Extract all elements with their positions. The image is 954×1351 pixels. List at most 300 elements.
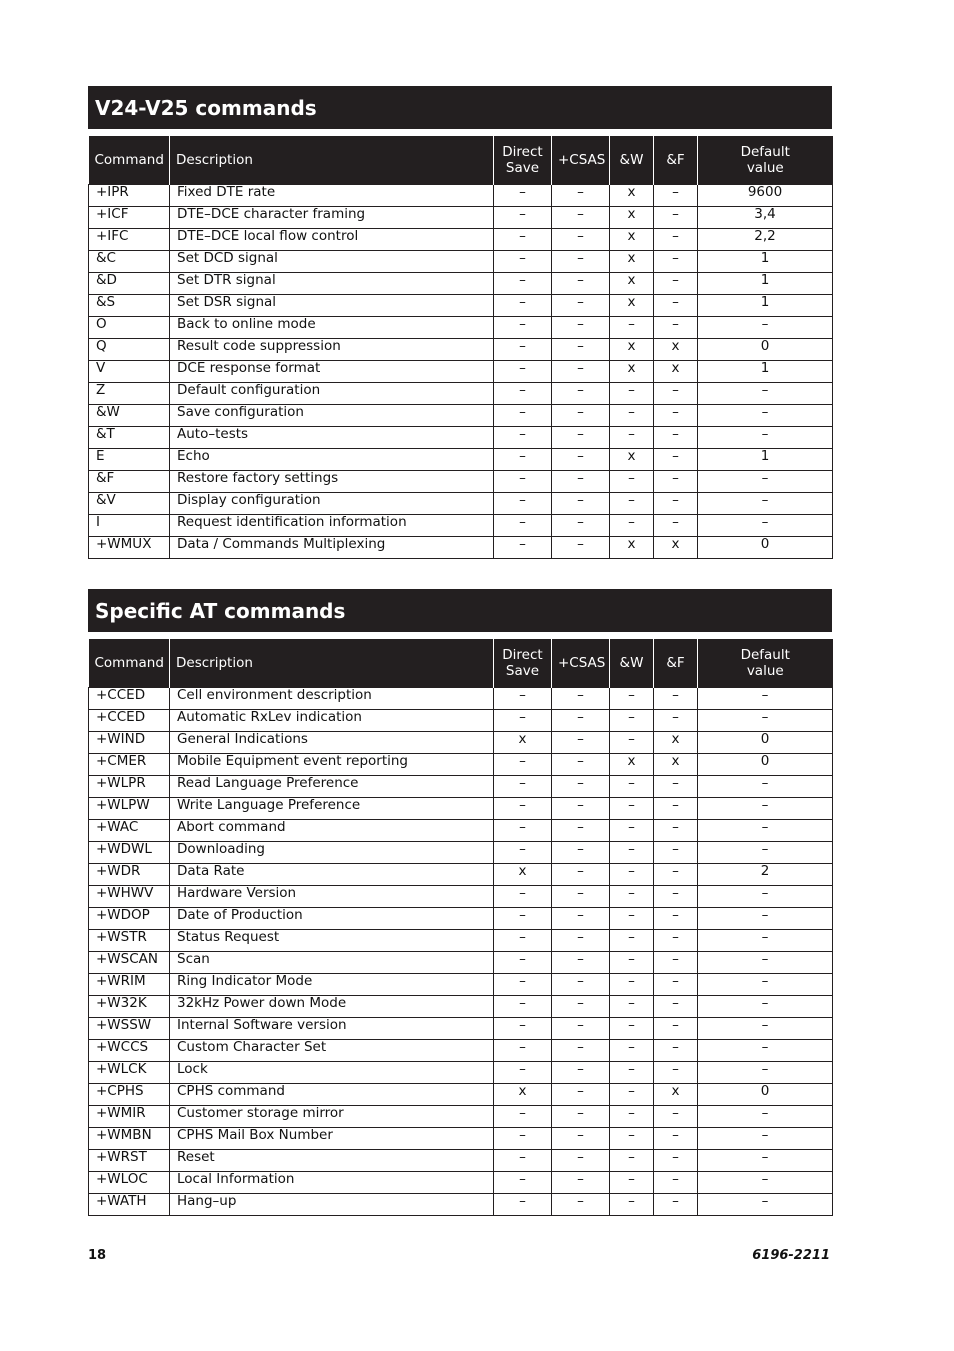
command-cell: V bbox=[89, 361, 170, 383]
command-cell: Q bbox=[89, 339, 170, 361]
and-w-cell: – bbox=[610, 1106, 654, 1128]
default-value-cell: – bbox=[698, 930, 833, 952]
table-row bbox=[89, 952, 833, 974]
command-cell: +WSSW bbox=[89, 1018, 170, 1040]
and-f-cell: – bbox=[654, 1172, 698, 1194]
and-w-cell: – bbox=[610, 493, 654, 515]
command-cell: &W bbox=[89, 405, 170, 427]
command-cell: +WMUX bbox=[89, 537, 170, 559]
direct-save-cell: – bbox=[494, 251, 552, 273]
table-row bbox=[89, 974, 833, 996]
description-cell: Scan bbox=[170, 952, 494, 974]
csas-cell: – bbox=[552, 537, 610, 559]
and-f-cell: – bbox=[654, 317, 698, 339]
table-row bbox=[89, 930, 833, 952]
description-cell: Customer storage mirror bbox=[170, 1106, 494, 1128]
and-f-cell: – bbox=[654, 996, 698, 1018]
command-cell: &T bbox=[89, 427, 170, 449]
description-cell: Automatic RxLev indication bbox=[170, 710, 494, 732]
column-header-command: Command bbox=[89, 136, 170, 185]
command-cell: +WLPW bbox=[89, 798, 170, 820]
csas-cell: – bbox=[552, 339, 610, 361]
command-cell: +WRST bbox=[89, 1150, 170, 1172]
and-f-cell: x bbox=[654, 537, 698, 559]
and-w-cell: – bbox=[610, 688, 654, 710]
direct-save-cell: – bbox=[494, 996, 552, 1018]
default-value-cell: – bbox=[698, 1172, 833, 1194]
default-value-cell: – bbox=[698, 710, 833, 732]
table-row bbox=[89, 295, 833, 317]
default-value-cell: – bbox=[698, 493, 833, 515]
table-row bbox=[89, 1040, 833, 1062]
table-row bbox=[89, 1106, 833, 1128]
command-cell: +CCED bbox=[89, 710, 170, 732]
and-f-cell: – bbox=[654, 493, 698, 515]
direct-save-cell: – bbox=[494, 493, 552, 515]
column-header-direct-save: Direct Save bbox=[494, 136, 552, 185]
csas-cell: – bbox=[552, 273, 610, 295]
and-w-cell: – bbox=[610, 996, 654, 1018]
command-cell: +WLOC bbox=[89, 1172, 170, 1194]
csas-cell: – bbox=[552, 1172, 610, 1194]
and-w-cell: x bbox=[610, 754, 654, 776]
command-cell: I bbox=[89, 515, 170, 537]
and-f-cell: x bbox=[654, 339, 698, 361]
default-value-cell: – bbox=[698, 427, 833, 449]
csas-cell: – bbox=[552, 974, 610, 996]
csas-cell: – bbox=[552, 732, 610, 754]
and-w-cell: x bbox=[610, 361, 654, 383]
csas-cell: – bbox=[552, 1018, 610, 1040]
and-f-cell: – bbox=[654, 842, 698, 864]
command-cell: +WLPR bbox=[89, 776, 170, 798]
csas-cell: – bbox=[552, 1106, 610, 1128]
description-cell: Hang–up bbox=[170, 1194, 494, 1216]
default-value-cell: 3,4 bbox=[698, 207, 833, 229]
and-w-cell: – bbox=[610, 471, 654, 493]
direct-save-cell: – bbox=[494, 952, 552, 974]
and-f-cell: – bbox=[654, 688, 698, 710]
and-f-cell: x bbox=[654, 1084, 698, 1106]
default-value-cell: – bbox=[698, 996, 833, 1018]
command-cell: +W32K bbox=[89, 996, 170, 1018]
direct-save-cell: – bbox=[494, 317, 552, 339]
direct-save-cell: – bbox=[494, 710, 552, 732]
and-w-cell: – bbox=[610, 798, 654, 820]
csas-cell: – bbox=[552, 405, 610, 427]
command-cell: +WHWV bbox=[89, 886, 170, 908]
command-cell: +CCED bbox=[89, 688, 170, 710]
and-w-cell: – bbox=[610, 1128, 654, 1150]
and-w-cell: x bbox=[610, 273, 654, 295]
and-f-cell: – bbox=[654, 798, 698, 820]
and-w-cell: – bbox=[610, 908, 654, 930]
default-value-cell: 0 bbox=[698, 339, 833, 361]
column-header-default-value: Default value bbox=[698, 639, 833, 688]
default-value-cell: – bbox=[698, 886, 833, 908]
and-w-cell: – bbox=[610, 930, 654, 952]
and-f-cell: – bbox=[654, 185, 698, 207]
direct-save-cell: – bbox=[494, 405, 552, 427]
command-cell: +IFC bbox=[89, 229, 170, 251]
default-value-cell: 9600 bbox=[698, 185, 833, 207]
description-cell: Internal Software version bbox=[170, 1018, 494, 1040]
direct-save-cell: – bbox=[494, 886, 552, 908]
description-cell: Set DCD signal bbox=[170, 251, 494, 273]
and-w-cell: x bbox=[610, 207, 654, 229]
table-row bbox=[89, 776, 833, 798]
command-cell: +WCCS bbox=[89, 1040, 170, 1062]
direct-save-cell: – bbox=[494, 798, 552, 820]
and-w-cell: x bbox=[610, 295, 654, 317]
and-w-cell: x bbox=[610, 229, 654, 251]
csas-cell: – bbox=[552, 1194, 610, 1216]
and-w-cell: – bbox=[610, 1062, 654, 1084]
description-cell: Custom Character Set bbox=[170, 1040, 494, 1062]
csas-cell: – bbox=[552, 449, 610, 471]
description-cell: Read Language Preference bbox=[170, 776, 494, 798]
column-header-and-f: &F bbox=[654, 136, 698, 185]
and-f-cell: x bbox=[654, 361, 698, 383]
default-value-cell: 1 bbox=[698, 449, 833, 471]
and-w-cell: x bbox=[610, 537, 654, 559]
default-value-cell: 0 bbox=[698, 732, 833, 754]
command-cell: +WAC bbox=[89, 820, 170, 842]
and-w-cell: x bbox=[610, 449, 654, 471]
description-cell: Ring Indicator Mode bbox=[170, 974, 494, 996]
description-cell: Local Information bbox=[170, 1172, 494, 1194]
table-row bbox=[89, 886, 833, 908]
command-cell: +WLCK bbox=[89, 1062, 170, 1084]
table-row bbox=[89, 688, 833, 710]
command-cell: +WDOP bbox=[89, 908, 170, 930]
default-value-cell: – bbox=[698, 1106, 833, 1128]
description-cell: Default configuration bbox=[170, 383, 494, 405]
description-cell: DTE–DCE local flow control bbox=[170, 229, 494, 251]
default-value-cell: – bbox=[698, 471, 833, 493]
column-header-description: Description bbox=[170, 639, 494, 688]
csas-cell: – bbox=[552, 1128, 610, 1150]
description-cell: General Indications bbox=[170, 732, 494, 754]
default-value-cell: 0 bbox=[698, 1084, 833, 1106]
csas-cell: – bbox=[552, 1062, 610, 1084]
direct-save-cell: – bbox=[494, 974, 552, 996]
direct-save-cell: – bbox=[494, 515, 552, 537]
table-row bbox=[89, 449, 833, 471]
description-cell: Back to online mode bbox=[170, 317, 494, 339]
default-value-cell: 1 bbox=[698, 273, 833, 295]
table-row bbox=[89, 471, 833, 493]
and-f-cell: – bbox=[654, 974, 698, 996]
and-f-cell: – bbox=[654, 908, 698, 930]
description-cell: Echo bbox=[170, 449, 494, 471]
column-header-direct-save: Direct Save bbox=[494, 639, 552, 688]
and-f-cell: – bbox=[654, 776, 698, 798]
and-w-cell: – bbox=[610, 710, 654, 732]
and-f-cell: x bbox=[654, 754, 698, 776]
default-value-cell: – bbox=[698, 820, 833, 842]
table-row bbox=[89, 229, 833, 251]
and-f-cell: – bbox=[654, 1128, 698, 1150]
default-value-cell: – bbox=[698, 974, 833, 996]
direct-save-cell: – bbox=[494, 1128, 552, 1150]
and-f-cell: – bbox=[654, 1062, 698, 1084]
and-f-cell: – bbox=[654, 1106, 698, 1128]
and-w-cell: – bbox=[610, 1040, 654, 1062]
description-cell: Reset bbox=[170, 1150, 494, 1172]
command-cell: +WMBN bbox=[89, 1128, 170, 1150]
page-number: 18 bbox=[88, 1248, 107, 1263]
direct-save-cell: – bbox=[494, 1018, 552, 1040]
direct-save-cell: – bbox=[494, 449, 552, 471]
description-cell: Abort command bbox=[170, 820, 494, 842]
table-row bbox=[89, 732, 833, 754]
header-row bbox=[89, 639, 833, 688]
table-row bbox=[89, 405, 833, 427]
direct-save-cell: – bbox=[494, 842, 552, 864]
v24-v25-section bbox=[88, 86, 832, 559]
direct-save-cell: – bbox=[494, 1194, 552, 1216]
csas-cell: – bbox=[552, 229, 610, 251]
column-header-and-f: &F bbox=[654, 639, 698, 688]
and-w-cell: – bbox=[610, 427, 654, 449]
table-row bbox=[89, 317, 833, 339]
and-w-cell: – bbox=[610, 405, 654, 427]
and-w-cell: – bbox=[610, 1150, 654, 1172]
csas-cell: – bbox=[552, 798, 610, 820]
default-value-cell: – bbox=[698, 842, 833, 864]
header-row bbox=[89, 136, 833, 185]
and-w-cell: – bbox=[610, 952, 654, 974]
default-value-cell: – bbox=[698, 1194, 833, 1216]
table-row bbox=[89, 820, 833, 842]
and-f-cell: – bbox=[654, 952, 698, 974]
description-cell: Auto–tests bbox=[170, 427, 494, 449]
and-w-cell: – bbox=[610, 864, 654, 886]
description-cell: Date of Production bbox=[170, 908, 494, 930]
and-f-cell: – bbox=[654, 207, 698, 229]
and-w-cell: x bbox=[610, 251, 654, 273]
description-cell: 32kHz Power down Mode bbox=[170, 996, 494, 1018]
csas-cell: – bbox=[552, 515, 610, 537]
csas-cell: – bbox=[552, 776, 610, 798]
default-value-cell: 0 bbox=[698, 754, 833, 776]
csas-cell: – bbox=[552, 996, 610, 1018]
table-row bbox=[89, 1018, 833, 1040]
command-cell: +WDR bbox=[89, 864, 170, 886]
and-w-cell: – bbox=[610, 1172, 654, 1194]
csas-cell: – bbox=[552, 1040, 610, 1062]
table-row bbox=[89, 1084, 833, 1106]
direct-save-cell: – bbox=[494, 1062, 552, 1084]
table-row bbox=[89, 493, 833, 515]
description-cell: CPHS Mail Box Number bbox=[170, 1128, 494, 1150]
csas-cell: – bbox=[552, 842, 610, 864]
and-f-cell: – bbox=[654, 1194, 698, 1216]
description-cell: Data Rate bbox=[170, 864, 494, 886]
default-value-cell: – bbox=[698, 1018, 833, 1040]
and-f-cell: – bbox=[654, 710, 698, 732]
default-value-cell: 1 bbox=[698, 251, 833, 273]
description-cell: Hardware Version bbox=[170, 886, 494, 908]
command-cell: +WIND bbox=[89, 732, 170, 754]
table-row bbox=[89, 1194, 833, 1216]
table-row bbox=[89, 251, 833, 273]
direct-save-cell: – bbox=[494, 361, 552, 383]
command-cell: O bbox=[89, 317, 170, 339]
command-cell: &S bbox=[89, 295, 170, 317]
direct-save-cell: – bbox=[494, 185, 552, 207]
and-f-cell: – bbox=[654, 273, 698, 295]
direct-save-cell: – bbox=[494, 754, 552, 776]
command-cell: +WATH bbox=[89, 1194, 170, 1216]
v24-v25-table bbox=[88, 136, 833, 559]
direct-save-cell: – bbox=[494, 776, 552, 798]
direct-save-cell: – bbox=[494, 537, 552, 559]
direct-save-cell: x bbox=[494, 864, 552, 886]
table-row bbox=[89, 427, 833, 449]
csas-cell: – bbox=[552, 1084, 610, 1106]
command-cell: &F bbox=[89, 471, 170, 493]
table-row bbox=[89, 842, 833, 864]
csas-cell: – bbox=[552, 427, 610, 449]
direct-save-cell: – bbox=[494, 295, 552, 317]
section-title: Specific AT commands bbox=[88, 589, 832, 632]
and-w-cell: – bbox=[610, 842, 654, 864]
csas-cell: – bbox=[552, 1150, 610, 1172]
command-cell: +WMIR bbox=[89, 1106, 170, 1128]
default-value-cell: 1 bbox=[698, 295, 833, 317]
specific-at-table bbox=[88, 639, 833, 1216]
specific-at-section bbox=[88, 589, 832, 1216]
default-value-cell: – bbox=[698, 317, 833, 339]
table-row bbox=[89, 710, 833, 732]
default-value-cell: – bbox=[698, 1150, 833, 1172]
description-cell: Status Request bbox=[170, 930, 494, 952]
csas-cell: – bbox=[552, 864, 610, 886]
and-f-cell: – bbox=[654, 1150, 698, 1172]
and-f-cell: – bbox=[654, 251, 698, 273]
description-cell: Set DTR signal bbox=[170, 273, 494, 295]
and-w-cell: x bbox=[610, 339, 654, 361]
csas-cell: – bbox=[552, 251, 610, 273]
column-header-and-w: &W bbox=[610, 136, 654, 185]
table-row bbox=[89, 207, 833, 229]
default-value-cell: – bbox=[698, 515, 833, 537]
csas-cell: – bbox=[552, 886, 610, 908]
direct-save-cell: – bbox=[494, 820, 552, 842]
column-header-description: Description bbox=[170, 136, 494, 185]
direct-save-cell: – bbox=[494, 1172, 552, 1194]
and-f-cell: – bbox=[654, 229, 698, 251]
direct-save-cell: x bbox=[494, 732, 552, 754]
table-row bbox=[89, 1062, 833, 1084]
and-f-cell: – bbox=[654, 295, 698, 317]
and-f-cell: – bbox=[654, 383, 698, 405]
csas-cell: – bbox=[552, 207, 610, 229]
and-f-cell: – bbox=[654, 1040, 698, 1062]
and-f-cell: – bbox=[654, 820, 698, 842]
and-f-cell: – bbox=[654, 449, 698, 471]
description-cell: DCE response format bbox=[170, 361, 494, 383]
command-cell: E bbox=[89, 449, 170, 471]
description-cell: Downloading bbox=[170, 842, 494, 864]
direct-save-cell: – bbox=[494, 427, 552, 449]
csas-cell: – bbox=[552, 952, 610, 974]
description-cell: Write Language Preference bbox=[170, 798, 494, 820]
column-header-default-value: Default value bbox=[698, 136, 833, 185]
table-row bbox=[89, 1128, 833, 1150]
and-f-cell: x bbox=[654, 732, 698, 754]
command-cell: &D bbox=[89, 273, 170, 295]
command-cell: &C bbox=[89, 251, 170, 273]
default-value-cell: – bbox=[698, 908, 833, 930]
command-cell: +IPR bbox=[89, 185, 170, 207]
description-cell: Lock bbox=[170, 1062, 494, 1084]
table-row bbox=[89, 754, 833, 776]
and-w-cell: – bbox=[610, 820, 654, 842]
csas-cell: – bbox=[552, 185, 610, 207]
and-w-cell: – bbox=[610, 732, 654, 754]
direct-save-cell: – bbox=[494, 1106, 552, 1128]
direct-save-cell: – bbox=[494, 207, 552, 229]
column-header-csas: +CSAS bbox=[552, 136, 610, 185]
description-cell: Fixed DTE rate bbox=[170, 185, 494, 207]
default-value-cell: – bbox=[698, 383, 833, 405]
direct-save-cell: – bbox=[494, 1040, 552, 1062]
table-row bbox=[89, 908, 833, 930]
column-header-and-w: &W bbox=[610, 639, 654, 688]
default-value-cell: 2,2 bbox=[698, 229, 833, 251]
direct-save-cell: – bbox=[494, 383, 552, 405]
and-w-cell: x bbox=[610, 185, 654, 207]
column-header-command: Command bbox=[89, 639, 170, 688]
and-f-cell: – bbox=[654, 930, 698, 952]
and-w-cell: – bbox=[610, 1194, 654, 1216]
table-row bbox=[89, 185, 833, 207]
default-value-cell: – bbox=[698, 798, 833, 820]
csas-cell: – bbox=[552, 908, 610, 930]
and-w-cell: – bbox=[610, 515, 654, 537]
default-value-cell: – bbox=[698, 1062, 833, 1084]
description-cell: Mobile Equipment event reporting bbox=[170, 754, 494, 776]
csas-cell: – bbox=[552, 754, 610, 776]
and-f-cell: – bbox=[654, 886, 698, 908]
default-value-cell: 0 bbox=[698, 537, 833, 559]
direct-save-cell: – bbox=[494, 471, 552, 493]
table-row bbox=[89, 339, 833, 361]
command-cell: +CMER bbox=[89, 754, 170, 776]
table-row bbox=[89, 1172, 833, 1194]
and-w-cell: – bbox=[610, 383, 654, 405]
csas-cell: – bbox=[552, 295, 610, 317]
and-f-cell: – bbox=[654, 405, 698, 427]
csas-cell: – bbox=[552, 471, 610, 493]
and-w-cell: – bbox=[610, 1084, 654, 1106]
description-cell: Result code suppression bbox=[170, 339, 494, 361]
and-w-cell: – bbox=[610, 1018, 654, 1040]
document-id: 6196-2211 bbox=[752, 1248, 830, 1263]
table-row bbox=[89, 996, 833, 1018]
table-row bbox=[89, 1150, 833, 1172]
default-value-cell: – bbox=[698, 1040, 833, 1062]
default-value-cell: 1 bbox=[698, 361, 833, 383]
direct-save-cell: – bbox=[494, 273, 552, 295]
direct-save-cell: – bbox=[494, 229, 552, 251]
csas-cell: – bbox=[552, 361, 610, 383]
and-f-cell: – bbox=[654, 864, 698, 886]
default-value-cell: – bbox=[698, 952, 833, 974]
